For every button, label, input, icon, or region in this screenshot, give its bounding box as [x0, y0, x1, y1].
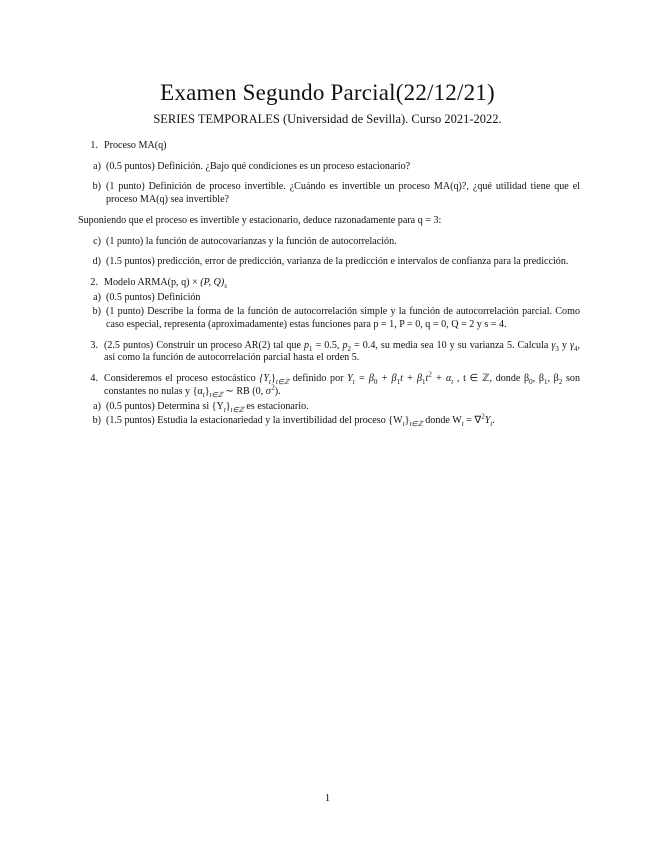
question-text	[104, 340, 580, 365]
question-text-part: definido por	[289, 373, 348, 385]
question-1-item-c	[78, 236, 580, 249]
math-subscript: t∈ℤ	[230, 405, 244, 414]
question-text	[104, 370, 580, 399]
question-text-part: , t ∈ ℤ, donde β	[453, 373, 530, 385]
item-label: c)	[93, 235, 101, 247]
question-number: 2.	[90, 276, 98, 288]
math-symbol: p	[304, 339, 310, 351]
math-subscript: t∈ℤ	[209, 390, 223, 399]
math-subscript: 4	[573, 344, 578, 353]
item-label: b)	[92, 306, 101, 318]
math-subscript: 3	[555, 344, 559, 353]
math-subscript: t∈ℤ	[275, 378, 290, 387]
item-text-part: }	[404, 415, 410, 427]
math-subscript: t	[402, 420, 405, 429]
question-text-part: ).	[274, 385, 281, 397]
item-text: (1 punto) Definición de proceso invertible. ¿Cuándo es invertible un proceso MA(q)?, ¿qué utilidad tiene que el proceso MA(q) sea invertible?	[106, 181, 580, 206]
question-text-part: y	[558, 339, 570, 351]
math-subscript: 1	[422, 378, 426, 387]
question-number: 3.	[90, 339, 98, 351]
math-subscript: t	[461, 420, 464, 429]
math-symbol: }	[270, 373, 276, 385]
item-text	[106, 401, 580, 414]
item-label: d)	[92, 256, 101, 268]
math-superscript: 2	[481, 412, 485, 421]
item-label: b)	[92, 181, 101, 193]
question-text-part: Consideremos el proceso estocástico	[104, 373, 260, 385]
math-subscript: s	[224, 281, 227, 290]
exam-body	[78, 140, 580, 428]
math-symbol: {Y	[259, 373, 270, 385]
math-expression: + α	[431, 373, 452, 385]
question-1-item-d	[78, 256, 580, 269]
math-superscript: 2	[428, 370, 432, 379]
question-text	[104, 277, 580, 290]
page-subtitle: SERIES TEMPORALES (Universidad de Sevilla). Curso 2021-2022.	[153, 112, 502, 126]
item-label: a)	[93, 291, 101, 303]
math-symbol: p	[342, 339, 348, 351]
math-subscript: t	[202, 390, 205, 399]
question-1-item-a	[78, 161, 580, 174]
math-subscript: t	[223, 405, 226, 414]
question-4-item-b	[78, 412, 580, 429]
question-text-part: ∼ RB (0, σ	[222, 385, 272, 397]
math-subscript: t	[352, 378, 355, 387]
item-label: a)	[93, 160, 101, 172]
item-label: a)	[93, 400, 101, 412]
item-text-part: es estacionario.	[243, 400, 309, 412]
question-text-part: , β	[547, 373, 559, 385]
math-subscript: 1	[543, 378, 548, 387]
question-text-part: , β	[532, 373, 544, 385]
math-seasonal-order: (P, Q)	[200, 276, 225, 288]
math-expression: t + β	[400, 373, 423, 385]
question-1-item-b	[78, 181, 580, 206]
question-text-part: son constantes no nulas y {α	[104, 373, 580, 397]
question-1-intermission: Suponiendo que el proceso es invertible y estacionario, deduce razonadamente para q = 3:	[78, 214, 442, 226]
question-text-part: = 0.5,	[312, 339, 343, 351]
math-subscript: 0	[373, 378, 378, 387]
question-4-item-a	[78, 401, 580, 414]
item-text-part: }	[225, 400, 231, 412]
question-4	[78, 370, 580, 399]
math-subscript: 1	[396, 378, 401, 387]
question-2-item-b	[78, 306, 580, 331]
item-text: (1.5 puntos) predicción, error de predicción, varianza de la predicción e intervalos de confianza para la predicción.	[106, 256, 569, 268]
item-text-part: donde W	[422, 415, 462, 427]
question-text: Proceso MA(q)	[104, 140, 167, 151]
math-subscript: t	[269, 378, 271, 387]
math-subscript: 1	[309, 344, 313, 353]
question-text-part: = 0.4, su media sea 10 y su varianza 5. Calcula	[351, 339, 552, 351]
math-expression: + β	[377, 373, 397, 385]
page-title: Examen Segundo Parcial(22/12/21)	[160, 80, 495, 105]
question-text-part: (2.5 puntos) Construir un proceso AR(2) tal que	[104, 339, 304, 351]
item-text: (0.5 puntos) Definición	[106, 291, 201, 303]
question-number: 4.	[90, 373, 98, 385]
item-text	[106, 412, 580, 429]
item-text: (0.5 puntos) Definición. ¿Bajo qué condiciones es un proceso estacionario?	[106, 160, 411, 172]
math-symbol: γ	[551, 339, 556, 351]
math-subscript: 2	[558, 378, 563, 387]
question-3	[78, 340, 580, 365]
math-subscript: 2	[347, 344, 352, 353]
math-subscript: 0	[529, 378, 533, 387]
math-expression: t	[425, 373, 429, 385]
item-text-part: (0.5 puntos) Determina si {Y	[106, 400, 224, 412]
question-number: 1.	[90, 140, 98, 151]
math-symbol: Y	[484, 415, 491, 427]
question-text-part: Modelo ARMA(p, q) ×	[104, 276, 201, 288]
math-expression: = β	[354, 373, 374, 385]
item-text: (1 punto) Describe la forma de la función de autocorrelación simple y la función de autocorrelación parcial. Como caso especial, representa (aproximadamente) estas funciones para p = 1, P = 0, q = 0, Q = 2 y s = 4.	[106, 306, 580, 331]
item-text-part: .	[492, 415, 495, 427]
item-label: b)	[92, 415, 101, 427]
item-text: (1 punto) la función de autocovarianzas y la función de autocorrelación.	[106, 235, 397, 247]
question-2-item-a	[78, 292, 580, 305]
math-symbol: Y	[347, 373, 353, 385]
item-text-part: (1.5 puntos) Estudia la estacionariedad y la invertibilidad del proceso {W	[106, 415, 403, 427]
question-text-part: }	[204, 385, 210, 397]
math-symbol: γ	[570, 339, 574, 351]
math-superscript: 2	[271, 383, 275, 392]
page-number: 1	[324, 792, 331, 804]
math-subscript: t	[451, 378, 454, 387]
question-2	[78, 277, 580, 290]
question-text-part: , así como la función de autocorrelación parcial hasta el orden 5.	[104, 339, 581, 364]
item-text-part: = ∇	[463, 415, 482, 427]
math-subscript: t	[490, 420, 493, 429]
question-1	[78, 140, 580, 153]
math-subscript: t∈ℤ	[409, 420, 423, 429]
